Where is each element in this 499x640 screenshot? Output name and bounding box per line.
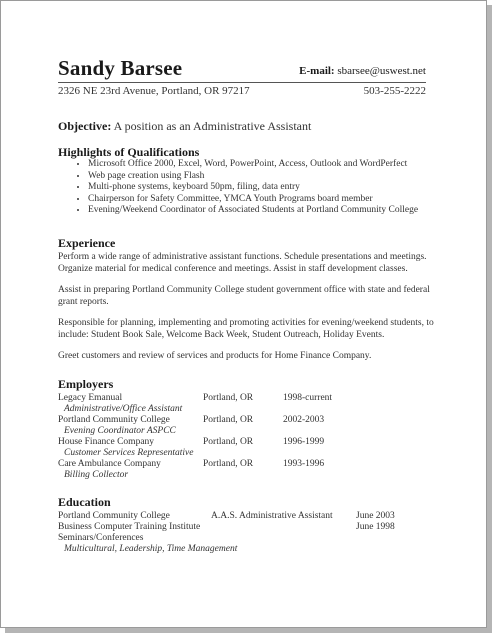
candidate-name: Sandy Barsee xyxy=(58,56,183,80)
employer-company: Legacy Emanual xyxy=(58,393,123,403)
objective-text: A position as an Administrative Assistant xyxy=(113,119,312,133)
employer-location: Portland, OR xyxy=(203,415,254,425)
education-heading: Education xyxy=(58,495,111,509)
experience-paragraph: Perform a wide range of administrative assistant functions. Schedule presentations and meetings. Organize material for medical conference and meetings. Assist in staff development classes. xyxy=(58,252,427,274)
email-line xyxy=(299,65,426,77)
header-divider xyxy=(58,82,426,83)
objective xyxy=(58,119,311,134)
address: 2326 NE 23rd Avenue, Portland, OR 97217 xyxy=(58,85,250,97)
experience-paragraph: Responsible for planning, implementing and promoting activities for evening/weekend students, to include: Student Book Sale, Welcome Back Week, Student Outreach, Holiday Events. xyxy=(58,318,434,340)
employer-company: House Finance Company xyxy=(58,437,155,447)
education-school: Portland Community College xyxy=(58,511,170,521)
experience-paragraph: Greet customers and review of services and products for Home Finance Company. xyxy=(58,351,372,361)
phone-number: 503-255-2222 xyxy=(363,85,426,97)
employer-company: Portland Community College xyxy=(58,415,170,425)
education-school: Seminars/Conferences xyxy=(58,533,144,543)
employer-role: Customer Services Representative xyxy=(64,448,194,458)
list-item: • Multi-phone systems, keyboard 50pm, filing, data entry xyxy=(88,182,418,194)
education-school: Business Computer Training Institute xyxy=(58,522,201,532)
list-item: • Chairperson for Safety Committee, YMCA Youth Programs board member xyxy=(88,194,418,206)
employer-role: Administrative/Office Assistant xyxy=(64,404,183,414)
education-date: June 1998 xyxy=(356,522,395,532)
employer-company: Care Ambulance Company xyxy=(58,459,161,469)
education-date: June 2003 xyxy=(356,511,395,521)
experience-paragraph: Assist in preparing Portland Community College student government office with state and federal grant reports. xyxy=(58,285,430,307)
experience-heading: Experience xyxy=(58,236,116,250)
list-item: • Evening/Weekend Coordinator of Associated Students at Portland Community College xyxy=(88,205,418,217)
email-address: sbarsee@uswest.net xyxy=(337,65,426,77)
seminar-topics: Multicultural, Leadership, Time Management xyxy=(64,544,238,554)
employer-dates: 1996-1999 xyxy=(283,437,325,447)
employer-location: Portland, OR xyxy=(203,393,254,403)
employer-location: Portland, OR xyxy=(203,437,254,447)
employers-heading: Employers xyxy=(58,377,114,391)
employer-role: Evening Coordinator ASPCC xyxy=(64,426,176,436)
employer-role: Billing Collector xyxy=(64,470,129,480)
list-item: • Microsoft Office 2000, Excel, Word, PowerPoint, Access, Outlook and WordPerfect xyxy=(88,159,418,171)
highlights-list xyxy=(58,159,418,217)
education-degree: A.A.S. Administrative Assistant xyxy=(211,511,333,521)
objective-label: Objective: xyxy=(58,119,112,133)
list-item: • Web page creation using Flash xyxy=(88,171,418,183)
employer-location: Portland, OR xyxy=(203,459,254,469)
highlights-heading: Highlights of Qualifications xyxy=(58,145,200,159)
employer-dates: 1993-1996 xyxy=(283,459,325,469)
email-label: E-mail: xyxy=(299,65,335,77)
employer-dates: 1998-current xyxy=(283,393,333,403)
employer-dates: 2002-2003 xyxy=(283,415,325,425)
